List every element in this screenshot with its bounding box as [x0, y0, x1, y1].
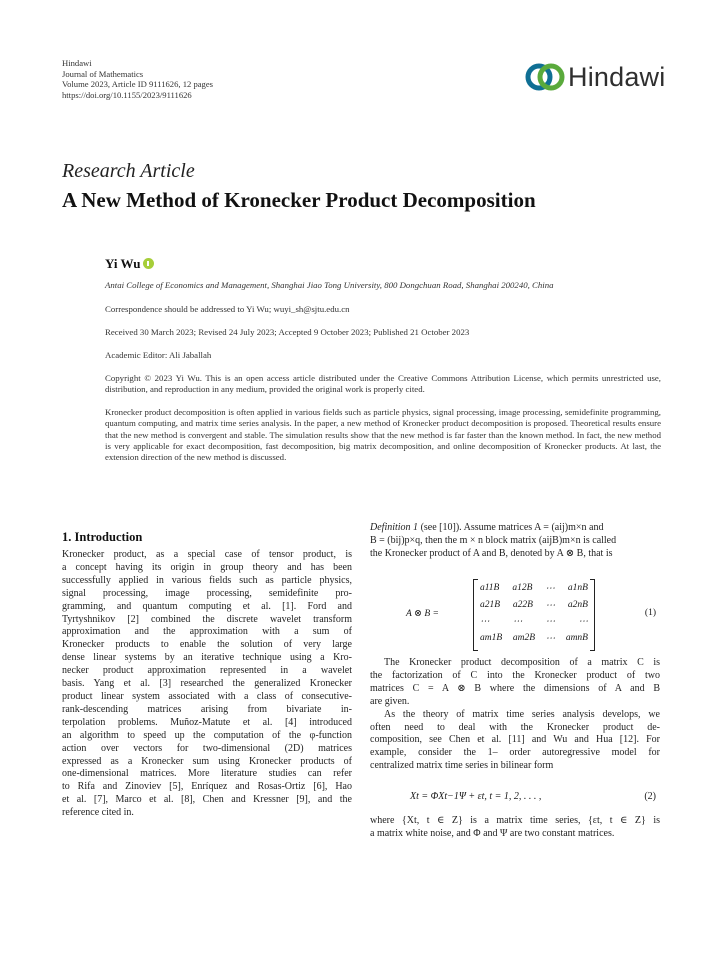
volume-line: Volume 2023, Article ID 9111626, 12 pages [62, 79, 214, 90]
intro-line: Tyrtyshnikov [2] combined the discrete wavelet transform [62, 613, 352, 625]
intro-line: approximation and the approximation with a sum of [62, 626, 352, 638]
body-line: The Kronecker product decomposition of a matrix C is [384, 657, 660, 668]
intro-line: Kronecker product, as a special case of tensor product, is [62, 549, 352, 560]
matrix-cell: a2nB [567, 600, 588, 610]
author-line [105, 256, 154, 272]
intro-line: signal processing, image processing, semidefinite pro- [62, 587, 352, 599]
matrix-cell: ⋯ [545, 584, 555, 594]
hindawi-logo [524, 58, 664, 98]
intro-line: terpolation problems. Muñoz-Matute et al. [4] introduced [62, 716, 352, 728]
matrix-cell: ⋯ [480, 617, 490, 627]
journal-header [62, 58, 213, 100]
matrix-cell: am1B [480, 633, 503, 643]
definition-line: B = (bij)p×q, then the m × n block matrix (aijB)m×n is called [370, 534, 617, 546]
intro-line: et al. [7], Marco et al. [8], Chen and Kressner [9], and the [62, 794, 352, 806]
body-line: composition, see Chen et al. [11] and Wu and Hua [12]. For [370, 734, 660, 746]
body-line: example, consider the 1– order autoregressive model for [370, 747, 660, 759]
correspondence: Correspondence should be addressed to Yi Wu; wuyi_sh@sjtu.edu.cn [105, 304, 350, 314]
equation-1 [370, 577, 660, 653]
body-line: a matrix white noise, and Φ and Ψ are two constant matrices. [370, 827, 615, 839]
matrix-cell: ⋯ [545, 634, 556, 644]
introduction-text [62, 549, 352, 820]
intro-line: a concept having its origin in group theory and has been [62, 561, 352, 573]
body-line: matrices C = A ⊗ B where the dimensions of A and B [370, 682, 660, 694]
intro-line: reference cited in. [62, 807, 134, 819]
section-heading: 1. Introduction [62, 530, 143, 544]
matrix-row [480, 600, 588, 611]
definition-line: the Kronecker product of A and B, denoted by A ⊗ B, that is [370, 547, 613, 559]
affiliation: Antai College of Economics and Management, Shanghai Jiao Tong University, 800 Dongchuan Road, Shanghai 200240, China [105, 280, 554, 290]
equation-number: (1) [644, 608, 656, 618]
block-matrix [473, 579, 595, 649]
matrix-cell: ⋯ [545, 601, 556, 611]
intro-line: product linear system associated with a class of consecutive- [62, 690, 352, 702]
copyright-notice: Copyright © 2023 Yi Wu. This is an open access article distributed under the Creative Commons Attribution License, which permits unrestricted use, distribution, and reproduction in any medium, provided the original work is properly cited. [105, 373, 661, 395]
matrix-row [480, 633, 588, 644]
matrix-cell: ⋯ [512, 617, 523, 627]
intro-line: necker product approximation represented in a wavelet [62, 665, 352, 677]
body-line: the factorization of C into the Kronecker product of two [370, 669, 660, 681]
definition-line: (see [10]). Assume matrices A = (aij)m×n and [420, 522, 604, 533]
article-type: Research Article [62, 160, 195, 182]
publisher-name: Hindawi [62, 58, 92, 68]
body-line: centralized matrix time series in bilinear form [370, 760, 554, 772]
intro-line: action over vectors for two-dimensional (2D) matrices [62, 742, 352, 754]
intro-line: an algorithm to speed up the computation of the φ-function [62, 729, 352, 741]
equation-lhs: A ⊗ B = [406, 609, 439, 619]
matrix-cell: ⋯ [545, 617, 556, 627]
matrix-cell: a22B [512, 600, 533, 610]
body-line: As the theory of matrix time series analysis develops, we [384, 708, 660, 720]
article-dates: Received 30 March 2023; Revised 24 July 2023; Accepted 9 October 2023; Published 21 October 2023 [105, 327, 470, 337]
intro-line: dense linear systems by an iterative technique using a Kro- [62, 652, 352, 664]
journal-name: Journal of Mathematics [62, 68, 144, 79]
matrix-cell: ⋯ [578, 617, 588, 627]
intro-line: rank-descending matrices arising from bivariate in- [62, 703, 352, 715]
equation-2 [370, 791, 660, 805]
body-line: often need to deal with the Kronecker product de- [370, 721, 660, 733]
doi-link[interactable]: https://doi.org/10.1155/2023/9111626 [62, 89, 192, 100]
intro-line: to Rifa and Zinoviev [5], Enríquez and Rosas-Ortiz [6], Hao [62, 781, 352, 793]
intro-line: one-dimensional matrices. More literature studies can refer [62, 768, 352, 780]
definition-block [370, 522, 660, 561]
matrix-row [480, 616, 588, 627]
matrix-cell: a21B [480, 600, 501, 610]
equation-body: Xt = ΦXt−1Ψ + εt, t = 1, 2, . . . , [410, 791, 542, 802]
model-description [370, 815, 660, 841]
matrix-cell: a12B [512, 583, 533, 593]
intro-line: gramming, and quantum computing et al. [1]. Ford and [62, 600, 352, 612]
abstract: Kronecker product decomposition is often applied in various fields such as particle physics, signal processing, image processing, semidefinite programming, quantum computing, and matrix time series analysis. In the paper, a new method of Kronecker product decomposition is proposed. Theoretical results ensure that the new method is convergent and stable. The simulation results show that the new method is far faster than the known method. In fact, the new method is very applicable for exact decomposition, fast decomposition, big matrix decomposition, and online decomposition of Kronecker products. At last, the extension direction of the new method is discussed. [105, 407, 661, 463]
decomposition-text [370, 657, 660, 773]
intro-line: successfully applied in various fields such as particle physics, [62, 574, 352, 586]
orcid-icon[interactable] [143, 258, 154, 269]
matrix-cell: am2B [512, 633, 535, 643]
logo-wordmark: Hindawi [568, 62, 666, 92]
intro-line: Kronecker products to enable the solution of very large [62, 639, 352, 651]
matrix-row [480, 583, 588, 594]
academic-editor: Academic Editor: Ali Jaballah [105, 350, 212, 360]
body-line: where {Xt, t ∈ Z} is a matrix time series, {εt, t ∈ Z} is [370, 815, 660, 826]
definition-label: Definition 1 [370, 522, 419, 533]
intro-line: expressed as a Kronecker sum using Kronecker products of [62, 755, 352, 767]
matrix-cell: amnB [565, 633, 588, 643]
article-title: A New Method of Kronecker Product Decomposition [62, 188, 536, 212]
matrix-cell: a1nB [567, 583, 588, 593]
matrix-left-bracket [473, 579, 478, 651]
hindawi-rings-logo [524, 58, 568, 98]
author-name[interactable]: Yi Wu [105, 256, 141, 271]
intro-line: basis. Yang et al. [3] researched the generalized Kronecker [62, 678, 352, 690]
matrix-right-bracket [590, 579, 595, 651]
equation-number: (2) [644, 791, 656, 802]
matrix-cell: a11B [480, 583, 500, 593]
body-line: are given. [370, 695, 410, 707]
